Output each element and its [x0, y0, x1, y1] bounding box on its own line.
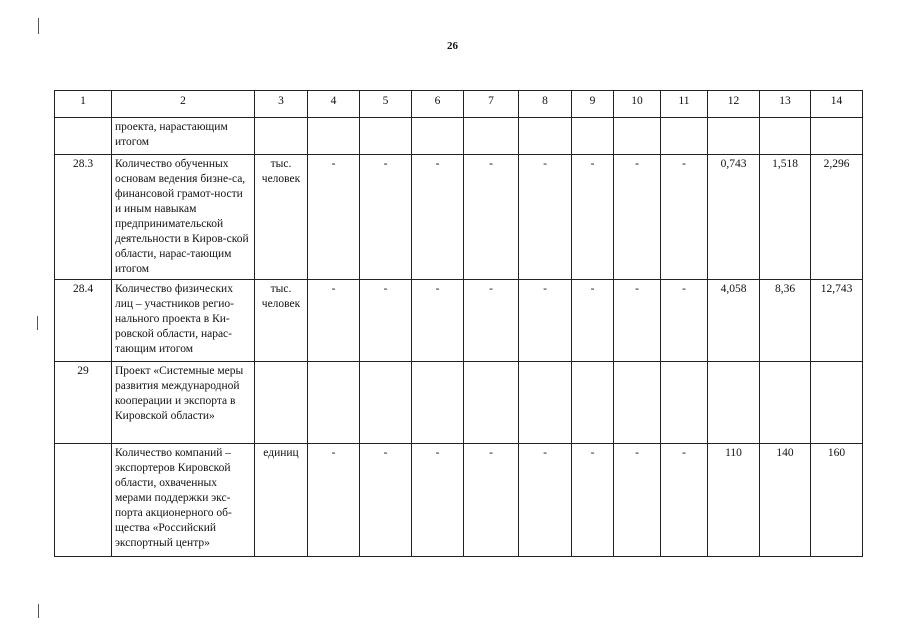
value-cell: - — [572, 280, 614, 362]
value-cell: 1,518 — [760, 155, 811, 280]
value-cell — [811, 118, 863, 155]
value-cell — [661, 118, 708, 155]
value-cell: - — [412, 444, 464, 557]
value-cell — [519, 118, 572, 155]
value-cell — [464, 362, 519, 444]
table-row — [55, 155, 863, 280]
value-cell: - — [519, 280, 572, 362]
value-cell: 110 — [708, 444, 760, 557]
column-header: 9 — [572, 91, 614, 118]
row-number: 29 — [55, 362, 112, 444]
indicator-name: проекта, нарастающим итогом — [112, 118, 255, 155]
row-number: 28.3 — [55, 155, 112, 280]
unit-cell: тыс. человек — [255, 155, 308, 280]
indicator-name: Количество обученных основам ведения бизне-са, финансовой грамот-ности и иным навыкам предпринимательской деятельности в Киров-ской области, нарас-тающим итогом — [112, 155, 255, 280]
value-cell: - — [464, 280, 519, 362]
header-row — [55, 91, 863, 118]
column-header: 14 — [811, 91, 863, 118]
value-cell: 4,058 — [708, 280, 760, 362]
table-row — [55, 118, 863, 155]
value-cell: - — [464, 155, 519, 280]
column-header: 6 — [412, 91, 464, 118]
value-cell — [519, 362, 572, 444]
column-header: 10 — [614, 91, 661, 118]
column-header: 13 — [760, 91, 811, 118]
value-cell: 8,36 — [760, 280, 811, 362]
value-cell — [412, 362, 464, 444]
data-table — [54, 90, 863, 557]
value-cell — [464, 118, 519, 155]
column-header: 1 — [55, 91, 112, 118]
value-cell — [360, 362, 412, 444]
unit-cell — [255, 362, 308, 444]
value-cell: 2,296 — [811, 155, 863, 280]
value-cell: - — [519, 155, 572, 280]
value-cell — [811, 362, 863, 444]
value-cell — [572, 362, 614, 444]
row-number: 28.4 — [55, 280, 112, 362]
table-row — [55, 362, 863, 444]
value-cell — [708, 118, 760, 155]
value-cell: - — [360, 280, 412, 362]
scan-mark-bottom — [38, 604, 39, 618]
indicator-name: Проект «Системные меры развития международной кооперации и экспорта в Кировской области» — [112, 362, 255, 444]
value-cell — [360, 118, 412, 155]
column-header: 3 — [255, 91, 308, 118]
value-cell: - — [464, 444, 519, 557]
row-number — [55, 444, 112, 557]
value-cell — [308, 118, 360, 155]
unit-cell: единиц — [255, 444, 308, 557]
row-number — [55, 118, 112, 155]
value-cell: - — [519, 444, 572, 557]
value-cell — [661, 362, 708, 444]
column-header: 5 — [360, 91, 412, 118]
value-cell — [760, 118, 811, 155]
value-cell: - — [614, 444, 661, 557]
value-cell: - — [360, 155, 412, 280]
value-cell — [614, 362, 661, 444]
column-header: 12 — [708, 91, 760, 118]
table-row — [55, 444, 863, 557]
indicator-name: Количество физических лиц – участников регио-нального проекта в Ки-ровской области, нарас-тающим итогом — [112, 280, 255, 362]
page-number: 26 — [447, 40, 458, 52]
value-cell: - — [360, 444, 412, 557]
value-cell — [308, 362, 360, 444]
scan-mark-middle — [37, 316, 38, 330]
value-cell: - — [661, 155, 708, 280]
value-cell: 0,743 — [708, 155, 760, 280]
value-cell — [708, 362, 760, 444]
scan-mark-top — [38, 18, 39, 34]
table-row — [55, 280, 863, 362]
unit-cell — [255, 118, 308, 155]
value-cell — [572, 118, 614, 155]
value-cell: - — [661, 444, 708, 557]
column-header: 4 — [308, 91, 360, 118]
value-cell: - — [308, 280, 360, 362]
column-header: 8 — [519, 91, 572, 118]
indicator-name: Количество компаний – экспортеров Кировской области, охваченных мерами поддержки экс-порта акционерного об-щества «Российский экспортный центр» — [112, 444, 255, 557]
value-cell: - — [412, 280, 464, 362]
value-cell: - — [572, 155, 614, 280]
column-header: 11 — [661, 91, 708, 118]
column-header: 7 — [464, 91, 519, 118]
value-cell: - — [661, 280, 708, 362]
value-cell: 160 — [811, 444, 863, 557]
value-cell: - — [308, 444, 360, 557]
unit-cell: тыс. человек — [255, 280, 308, 362]
value-cell: - — [308, 155, 360, 280]
value-cell: 12,743 — [811, 280, 863, 362]
value-cell — [614, 118, 661, 155]
value-cell — [412, 118, 464, 155]
value-cell: - — [572, 444, 614, 557]
column-header: 2 — [112, 91, 255, 118]
value-cell: - — [614, 155, 661, 280]
value-cell: - — [614, 280, 661, 362]
value-cell — [760, 362, 811, 444]
value-cell: - — [412, 155, 464, 280]
value-cell: 140 — [760, 444, 811, 557]
